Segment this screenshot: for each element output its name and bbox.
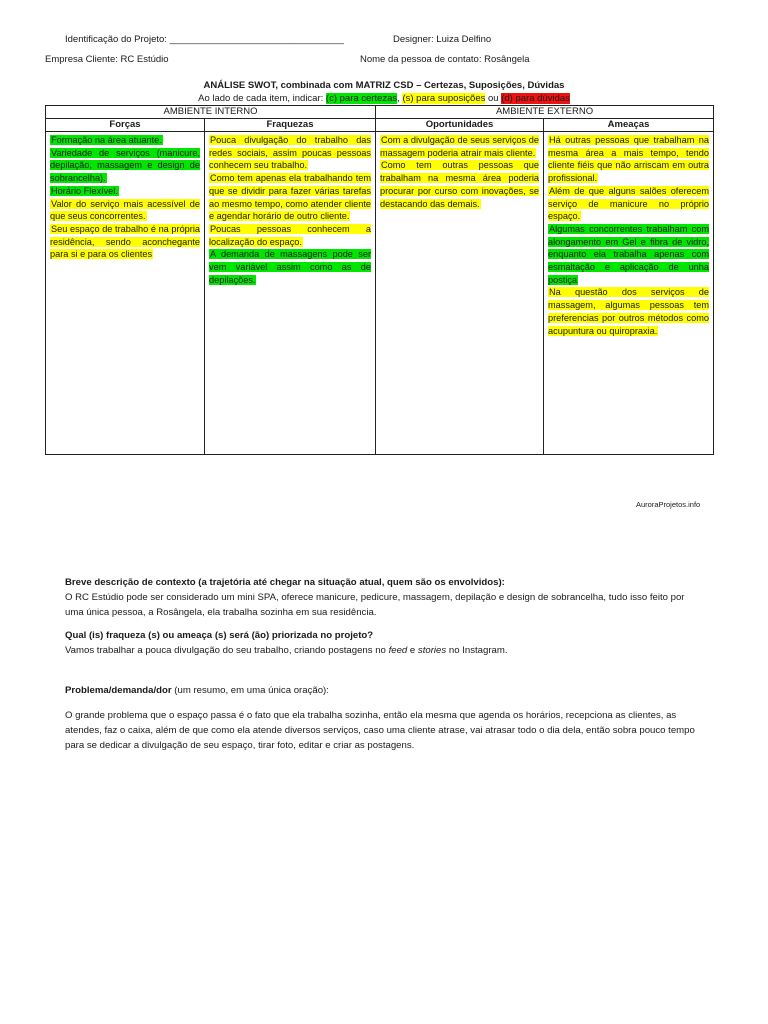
- column-fraquezas: Fraquezas: [205, 119, 376, 132]
- oportunidade-item: Com a divulgação de seus serviços de massagem poderia atrair mais cliente.: [380, 135, 540, 158]
- swot-table: [45, 105, 714, 455]
- csd-legend: [0, 93, 768, 104]
- ameaca-item: Algumas concorrentes trabalham com alongamento em Gel e fibra de vidro, enquanto ela trabalha apenas com esmaltação e aplicação de unha postiça: [548, 223, 710, 285]
- column-oportunidades: Oportunidades: [376, 119, 544, 132]
- priority-body: [65, 643, 705, 658]
- priority-section: [65, 628, 705, 658]
- fraquezas-cell: [205, 132, 376, 455]
- fraqueza-item: Pouca divulgação do trabalho das redes sociais, assim poucas pessoas conhecem seu trabalho.: [209, 135, 372, 171]
- forcas-cell: [46, 132, 205, 455]
- column-forcas: Forças: [46, 119, 205, 132]
- ameaca-item: Na questão dos serviços de massagem, algumas pessoas tem preferencias por outros métodos como acupuntura ou quiropraxia.: [548, 287, 710, 336]
- priority-text: e: [407, 645, 418, 656]
- oportunidades-cell: [376, 132, 544, 455]
- priority-heading: Qual (is) fraqueza (s) ou ameaça (s) será (ão) priorizada no projeto?: [65, 630, 374, 641]
- forca-item: Valor do serviço mais acessível de que seus concorrentes.: [50, 198, 200, 222]
- legend-suposicao: (s) para suposições: [402, 93, 486, 104]
- forca-item: Variedade de serviços (manicure, depilação, massagem e design de sobrancelha).: [50, 147, 200, 184]
- fraqueza-item: A demanda de massagens pode ser vem variável assim como as de depilações.: [209, 249, 372, 285]
- problem-heading-note: (um resumo, em uma única oração):: [171, 685, 329, 696]
- client-company: Empresa Cliente: RC Estúdio: [45, 54, 169, 65]
- swot-title: ANÁLISE SWOT, combinada com MATRIZ CSD – Certezas, Suposições, Dúvidas: [203, 80, 565, 91]
- column-ameacas: Ameaças: [544, 119, 714, 132]
- legend-separator: ,: [397, 93, 400, 104]
- legend-prefix: Ao lado de cada item, indicar:: [198, 93, 324, 104]
- priority-text: Vamos trabalhar a pouca divulgação do seu trabalho, criando postagens no: [65, 645, 389, 656]
- fraqueza-item: Como tem apenas ela trabalhando tem que se dividir para fazer várias tarefas ao mesmo tempo, como atender cliente e agendar horário de outro cliente.: [209, 173, 372, 222]
- forca-item: Seu espaço de trabalho é na própria residência, sendo aconchegante para si e para os clientes: [50, 223, 200, 260]
- legend-separator: ou: [488, 93, 499, 104]
- context-section: [65, 575, 705, 620]
- problem-heading: Problema/demanda/dor: [65, 685, 172, 696]
- ameaca-item: Além de que alguns salões oferecem serviço de manicure no próprio espaço.: [548, 185, 710, 222]
- legend-duvida: (d) para dúvidas: [501, 93, 570, 104]
- oportunidade-item: Como tem outras pessoas que trabalham na mesma área poderia procurar por curso com inovações, se destacando das demais.: [380, 160, 540, 209]
- contact-person: Nome da pessoa de contato: Rosângela: [360, 54, 530, 65]
- priority-text: no Instagram.: [446, 645, 508, 656]
- footer-brand: AuroraProjetos.info: [636, 500, 701, 509]
- fraqueza-item: Poucas pessoas conhecem a localização do espaço.: [209, 223, 372, 247]
- problem-body: O grande problema que o espaço passa é o fato que ela trabalha sozinha, então ela mesma que agenda os horários, recepciona as clientes, as atendes, faz o caixa, além de que como ela atende diversos serviços, caso uma cliente atrase, vai atrasar todo o dia dela, então sobra pouco tempo para se dedicar a divulgação de seu espaço, tirar foto, editar e criar as postagens.: [65, 710, 695, 751]
- forca-item: Horário Flexível.: [51, 185, 118, 196]
- problem-section: [65, 683, 705, 698]
- context-body: O RC Estúdio pode ser considerado um mini SPA, oferece manicure, pedicure, massagem, depilação e design de sobrancelha, tudo isso feito por uma única pessoa, a Rosângela, ela trabalha sozinha em sua residência.: [65, 592, 685, 618]
- external-environment-header: AMBIENTE EXTERNO: [376, 106, 714, 119]
- priority-feed: feed: [388, 645, 408, 656]
- legend-certeza: (c) para certezas: [325, 93, 398, 104]
- problem-heading-line: [65, 683, 705, 698]
- ameacas-cell: [544, 132, 714, 455]
- designer-name: Designer: Luiza Delfino: [393, 34, 492, 45]
- forca-item: Formação na área atuante.: [51, 135, 162, 145]
- priority-stories: stories: [417, 645, 447, 656]
- context-heading: Breve descrição de contexto (a trajetória até chegar na situação atual, quem são os envolvidos):: [65, 577, 505, 588]
- project-identification: Identificação do Projeto: _________________________________: [65, 34, 344, 45]
- internal-environment-header: AMBIENTE INTERNO: [46, 106, 376, 119]
- ameaca-item: Há outras pessoas que trabalham na mesma área a mais tempo, tendo cliente fiéis que não arriscam em outra profissional.: [548, 135, 710, 184]
